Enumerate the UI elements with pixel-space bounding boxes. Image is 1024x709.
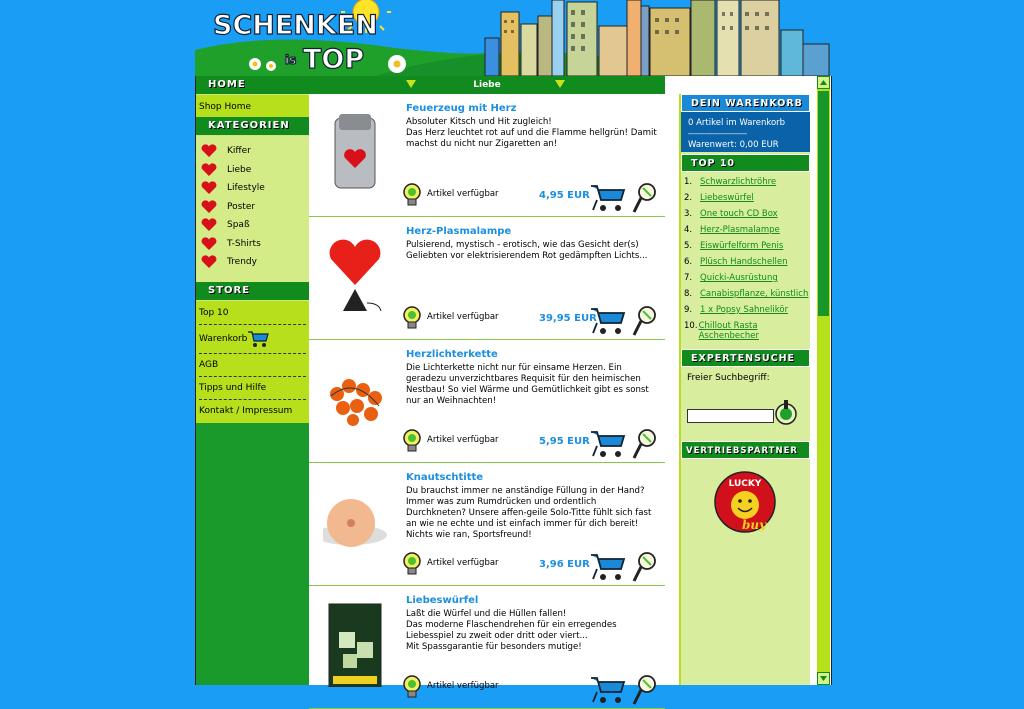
top10-link[interactable]: One touch CD Box (700, 209, 778, 219)
availability-label: Artikel verfügbar (427, 558, 499, 568)
category-spass[interactable] (196, 216, 309, 235)
product-details-button[interactable] (632, 182, 658, 217)
heart-icon (201, 144, 217, 158)
top10-rank: 2. (684, 193, 693, 203)
divider (199, 376, 306, 377)
product-description: Pulsierend, mystisch - erotisch, wie das Gesicht der(s) Geliebten vor elektrisierendem Rot gedämpften Lichts... (406, 240, 648, 261)
right-column-inner (681, 94, 810, 685)
magnifier-info-icon[interactable] (632, 674, 658, 706)
agb-link[interactable]: AGB (199, 360, 219, 370)
add-to-cart-button[interactable] (589, 182, 627, 217)
category-tab-label: Liebe (473, 80, 501, 90)
squeeze-toy-image (323, 479, 387, 564)
product-details-button[interactable] (632, 551, 658, 586)
divider (199, 324, 306, 325)
availability (401, 182, 499, 206)
top10-item[interactable] (684, 241, 810, 257)
top10-link[interactable]: Chillout Rasta Aschenbecher (698, 321, 759, 341)
top10-link[interactable]: Plüsch Handschellen (700, 257, 788, 267)
cart-count: 0 Artikel im Warenkorb (688, 118, 786, 128)
top10-item[interactable] (684, 209, 810, 225)
triangle-down-icon (406, 80, 416, 88)
add-to-cart-button[interactable] (589, 674, 627, 709)
category-label: Trendy (227, 257, 257, 268)
top10-item[interactable] (684, 289, 810, 305)
top10-link[interactable]: Schwarzlichtröhre (700, 177, 777, 187)
arrow-up-icon (820, 80, 827, 85)
logo-is: is (285, 53, 297, 67)
add-to-cart-icon[interactable] (589, 551, 627, 583)
product-description: Laßt die Würfel und die Hüllen fallen! Das moderne Flaschendrehen für ein erregendes Liebesspiel zu zweit oder dritt oder viert... Mit Spassgarantie für besonders mutige! (406, 609, 617, 652)
expertensuche-header: EXPERTENSUCHE (681, 349, 810, 367)
magnifier-info-icon[interactable] (632, 551, 658, 583)
heart-icon (201, 163, 217, 177)
home-header[interactable]: HOME (196, 76, 309, 95)
product-row (309, 586, 665, 709)
category-liebe[interactable] (196, 161, 309, 180)
availability (401, 674, 499, 698)
divider (199, 399, 306, 400)
top10-rank: 4. (684, 225, 693, 235)
arrow-down-icon (820, 676, 827, 681)
product-description: Absoluter Kitsch und Hit zugleich! Das Herz leuchtet rot auf und die Flamme hellgrün! Damit machst du nicht nur Zigaretten an! (406, 117, 657, 149)
partner-name-bottom: buy (741, 518, 767, 532)
cart-separator: ----------------------------- (688, 130, 747, 138)
availability-label: Artikel verfügbar (427, 681, 499, 691)
add-to-cart-icon[interactable] (589, 305, 627, 337)
category-label: Spaß (227, 220, 250, 231)
lightbulb-icon (401, 551, 423, 575)
partner-logo[interactable] (681, 459, 810, 539)
top10-item[interactable] (684, 177, 810, 193)
top10-item[interactable] (684, 257, 810, 273)
top10-item[interactable] (684, 273, 810, 289)
add-to-cart-icon[interactable] (589, 182, 627, 214)
right-column (679, 94, 810, 685)
lightbulb-icon (401, 428, 423, 452)
top10-list (681, 172, 810, 347)
product-row (309, 94, 665, 217)
category-label: T-Shirts (227, 238, 261, 249)
availability-label: Artikel verfügbar (427, 189, 499, 199)
top10-rank: 1. (684, 177, 693, 187)
warenkorb-link-row[interactable] (196, 327, 309, 351)
search-box (681, 367, 810, 439)
add-to-cart-button[interactable] (589, 428, 627, 463)
love-dice-image (323, 602, 387, 687)
left-navigation (196, 76, 309, 685)
lucky-buy-logo-icon (710, 467, 780, 537)
heart-lights-image (323, 356, 387, 441)
scroll-thumb[interactable] (818, 91, 829, 316)
search-input[interactable] (687, 409, 774, 423)
product-description: Die Lichterkette nicht nur für einsame Herzen. Ein geradezu unverzichtbares Requisit für den heimischen Nestbau! So viel Wärme und Gemütlichkeit gibt es sonst nur an Weihnachten! (406, 363, 649, 406)
top10-rank: 10. (684, 321, 698, 331)
cart-summary (681, 112, 810, 152)
divider (199, 353, 306, 354)
product-row (309, 463, 665, 586)
product-title[interactable]: Liebeswürfel (406, 595, 479, 606)
heart-icon (201, 255, 217, 269)
product-title[interactable]: Knautschtitte (406, 472, 484, 483)
availability-label: Artikel verfügbar (427, 435, 499, 445)
top10-link[interactable]: Canabispflanze, künstlich (700, 289, 809, 299)
logo-top: TOP (303, 44, 365, 75)
magnifier-info-icon[interactable] (632, 182, 658, 214)
lightbulb-icon (401, 305, 423, 329)
product-title[interactable]: Feuerzeug mit Herz (406, 103, 517, 114)
partner-name-top: LUCKY (728, 479, 762, 489)
top10-rank: 6. (684, 257, 693, 267)
heart-lamp-image (323, 233, 387, 318)
category-trendy[interactable] (196, 253, 309, 272)
top10-link[interactable]: Eiswürfelform Penis (700, 241, 784, 251)
category-kiffer[interactable] (196, 142, 309, 161)
product-row (309, 217, 665, 340)
category-lifestyle[interactable] (196, 179, 309, 198)
top10-rank: 3. (684, 209, 693, 219)
shopping-cart-icon (246, 329, 270, 349)
product-title[interactable]: Herzlichterkette (406, 349, 498, 360)
kontakt-link[interactable]: Kontakt / Impressum (199, 406, 293, 416)
heart-icon (201, 181, 217, 195)
kategorien-header: KATEGORIEN (196, 117, 309, 136)
vertriebspartner-header: VERTRIEBSPARTNER (681, 441, 810, 459)
site-header (195, 0, 830, 76)
top10-rank: 8. (684, 289, 693, 299)
product-list (309, 94, 665, 709)
category-label: Poster (227, 201, 256, 212)
add-to-cart-button[interactable] (589, 551, 627, 586)
category-list (196, 136, 309, 282)
heart-icon (201, 237, 217, 251)
availability (401, 428, 499, 452)
lightbulb-icon (401, 182, 423, 206)
top10-item[interactable] (684, 225, 810, 241)
product-details-button[interactable] (632, 428, 658, 463)
warenkorb-header: DEIN WARENKORB (681, 94, 810, 112)
main-content (309, 76, 665, 691)
category-label: Liebe (227, 164, 252, 175)
page-frame (195, 76, 832, 691)
lightbulb-icon (401, 674, 423, 698)
triangle-down-icon (555, 80, 565, 88)
availability (401, 305, 499, 329)
lighter-image (323, 110, 387, 195)
logo-schenken: SCHENKEN (213, 10, 378, 41)
add-to-cart-icon[interactable] (589, 674, 627, 706)
top10-rank: 5. (684, 241, 693, 251)
store-header: STORE (196, 282, 309, 301)
heart-icon (201, 218, 217, 232)
search-label: Freier Suchbegriff: (687, 373, 770, 383)
top10-link[interactable]: Herz-Plasmalampe (700, 225, 780, 235)
home-box (196, 95, 309, 117)
product-price: 4,95 EUR (539, 190, 590, 201)
category-poster[interactable] (196, 198, 309, 217)
category-tab (309, 76, 665, 94)
product-price: 5,95 EUR (539, 436, 590, 447)
top10-item[interactable] (684, 305, 810, 321)
top10-link[interactable]: Top 10 (199, 308, 229, 318)
product-price: 39,95 EUR (539, 313, 597, 324)
top10-item[interactable] (684, 321, 810, 347)
magnifier-info-icon[interactable] (632, 428, 658, 460)
product-details-button[interactable] (632, 674, 658, 709)
warenkorb-link[interactable]: Warenkorb (199, 334, 248, 344)
vertical-scrollbar[interactable] (817, 76, 830, 685)
add-to-cart-button[interactable] (589, 305, 627, 340)
top10-rank: 7. (684, 273, 693, 283)
product-details-button[interactable] (632, 305, 658, 340)
scroll-up-button[interactable] (817, 76, 830, 89)
availability-label: Artikel verfügbar (427, 312, 499, 322)
availability (401, 551, 499, 575)
add-to-cart-icon[interactable] (589, 428, 627, 460)
cart-value: Warenwert: 0,00 EUR (688, 140, 779, 150)
scroll-down-button[interactable] (817, 672, 830, 685)
top10-header: TOP 10 (681, 154, 810, 172)
magnifier-info-icon[interactable] (632, 305, 658, 337)
category-label: Kiffer (227, 146, 251, 157)
store-box (196, 301, 309, 423)
tipps-link[interactable]: Tipps und Hilfe (199, 383, 267, 393)
heart-icon (201, 200, 217, 214)
top10-rank: 9. (684, 305, 693, 315)
category-tshirts[interactable] (196, 235, 309, 254)
product-description: Du brauchst immer ne anständige Füllung in der Hand? Immer was zum Rumdrücken und ordentlich Durchkneten? Unsere affen-geile Solo-Titte fühlt sich fast an wie ne echte und ist einfach immer für dich bereit! Nichts wie ran, Sportsfreund! (406, 486, 652, 540)
search-go-button[interactable] (773, 399, 799, 425)
product-row (309, 340, 665, 463)
top10-link[interactable]: Liebeswürfel (700, 193, 754, 203)
product-price: 3,96 EUR (539, 559, 590, 570)
top10-link[interactable]: 1 x Popsy Sahnelikör (700, 305, 789, 315)
top10-item[interactable] (684, 193, 810, 209)
top10-link[interactable]: Quicki-Ausrüstung (700, 273, 778, 283)
shop-home-link[interactable]: Shop Home (199, 102, 252, 112)
product-title[interactable]: Herz-Plasmalampe (406, 226, 512, 237)
category-label: Lifestyle (227, 183, 265, 194)
